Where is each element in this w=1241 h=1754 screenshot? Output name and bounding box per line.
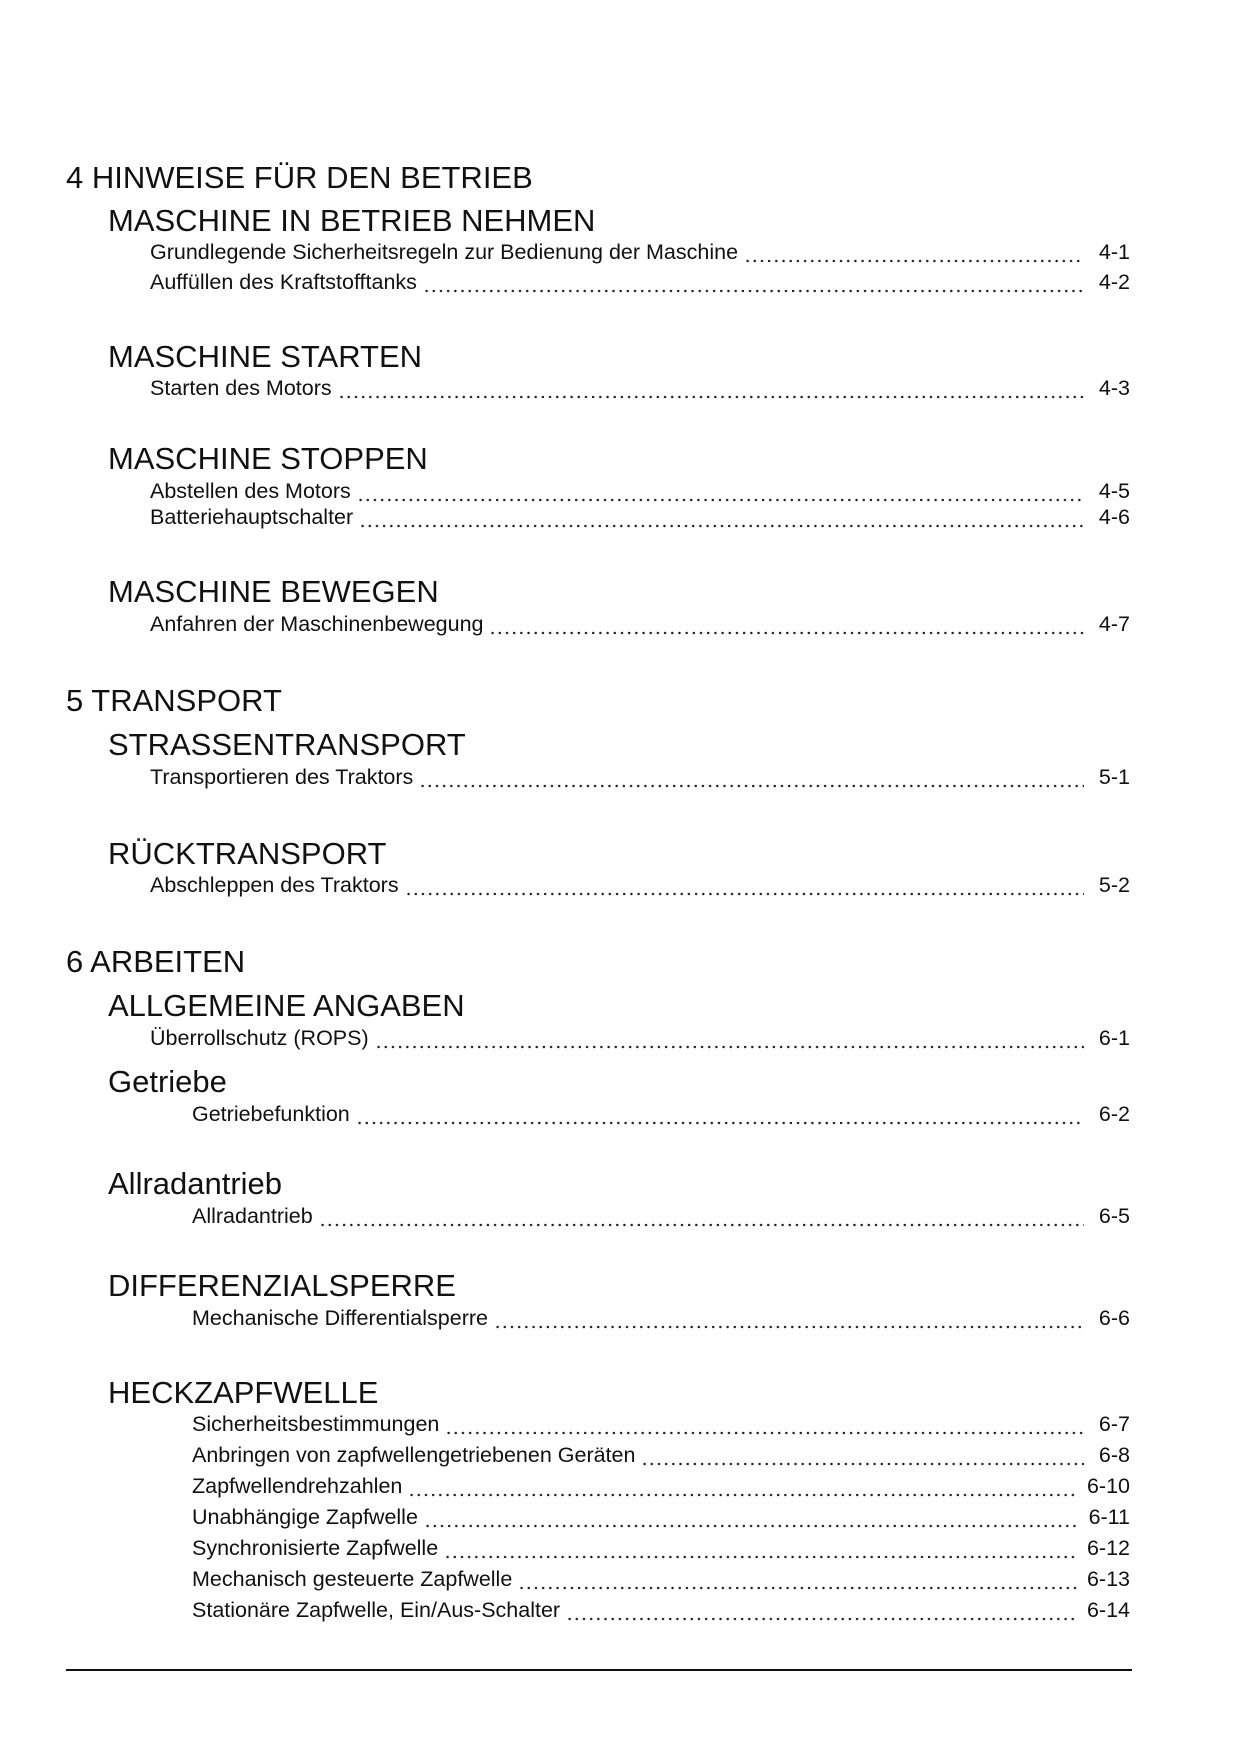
dot-leader xyxy=(744,239,1084,265)
toc-entry[interactable] xyxy=(192,1442,1130,1468)
toc-entry[interactable] xyxy=(192,1203,1130,1229)
dot-leader xyxy=(444,1535,1077,1561)
toc-entry[interactable] xyxy=(150,239,1130,265)
toc-entry[interactable] xyxy=(192,1566,1130,1592)
section-heading: HECKZAPFWELLE xyxy=(108,1375,379,1410)
toc-entry[interactable] xyxy=(150,375,1130,401)
section-heading: Allradantrieb xyxy=(108,1166,283,1201)
dot-leader xyxy=(566,1597,1077,1623)
footer-divider xyxy=(66,1669,1132,1671)
toc-entry-page: 5-2 xyxy=(1098,873,1130,897)
toc-entry[interactable] xyxy=(192,1597,1130,1623)
toc-entry-page: 4-1 xyxy=(1098,240,1130,264)
toc-entry-label: Getriebefunktion xyxy=(192,1102,350,1126)
toc-entry-page: 6-6 xyxy=(1098,1306,1130,1330)
toc-entry-page: 4-2 xyxy=(1098,270,1130,294)
toc-entry-label: Abschleppen des Traktors xyxy=(150,873,399,897)
section-heading: DIFFERENZIALSPERRE xyxy=(108,1268,456,1303)
toc-entry[interactable] xyxy=(150,764,1130,790)
toc-entry[interactable] xyxy=(150,611,1130,637)
chapter-4-heading: 4 HINWEISE FÜR DEN BETRIEB xyxy=(66,160,533,195)
toc-entry-page: 6-5 xyxy=(1098,1204,1130,1228)
toc-entry-label: Mechanisch gesteuerte Zapfwelle xyxy=(192,1567,513,1591)
toc-entry[interactable] xyxy=(192,1535,1130,1561)
toc-entry[interactable] xyxy=(192,1411,1130,1437)
dot-leader xyxy=(359,504,1084,530)
section-heading: MASCHINE IN BETRIEB NEHMEN xyxy=(108,203,596,238)
toc-entry-label: Stationäre Zapfwelle, Ein/Aus-Schalter xyxy=(192,1598,561,1622)
dot-leader xyxy=(319,1203,1084,1229)
toc-entry-label: Starten des Motors xyxy=(150,376,332,400)
toc-entry[interactable] xyxy=(150,1025,1130,1051)
toc-entry-label: Transportieren des Traktors xyxy=(150,765,414,789)
toc-entry[interactable] xyxy=(150,478,1130,504)
section-heading: Getriebe xyxy=(108,1064,227,1099)
toc-entry-page: 6-12 xyxy=(1086,1536,1130,1560)
dot-leader xyxy=(408,1473,1077,1499)
section-heading: STRASSENTRANSPORT xyxy=(108,727,466,762)
toc-entry[interactable] xyxy=(192,1101,1130,1127)
toc-entry-label: Mechanische Differentialsperre xyxy=(192,1306,488,1330)
dot-leader xyxy=(338,375,1084,401)
toc-entry-page: 6-13 xyxy=(1086,1567,1130,1591)
toc-entry-label: Anbringen von zapfwellengetriebenen Geräten xyxy=(192,1443,636,1467)
toc-entry[interactable] xyxy=(150,504,1130,530)
toc-entry-label: Unabhängige Zapfwelle xyxy=(192,1505,418,1529)
section-heading: MASCHINE STARTEN xyxy=(108,339,423,374)
dot-leader xyxy=(489,611,1084,637)
toc-entry[interactable] xyxy=(192,1504,1130,1530)
dot-leader xyxy=(518,1566,1077,1592)
toc-entry-label: Allradantrieb xyxy=(192,1204,313,1228)
toc-entry-page: 4-6 xyxy=(1098,505,1130,529)
toc-entry[interactable] xyxy=(150,872,1130,898)
toc-entry-label: Sicherheitsbestimmungen xyxy=(192,1412,440,1436)
toc-entry[interactable] xyxy=(192,1305,1130,1331)
toc-entry[interactable] xyxy=(150,269,1130,295)
toc-entry-page: 5-1 xyxy=(1098,765,1130,789)
section-heading: ALLGEMEINE ANGABEN xyxy=(108,988,465,1023)
toc-entry-label: Anfahren der Maschinenbewegung xyxy=(150,612,484,636)
dot-leader xyxy=(423,269,1084,295)
section-heading: RÜCKTRANSPORT xyxy=(108,836,387,871)
dot-leader xyxy=(356,1101,1084,1127)
toc-entry-page: 6-10 xyxy=(1086,1474,1130,1498)
toc-entry-page: 4-7 xyxy=(1098,612,1130,636)
toc-entry-label: Auffüllen des Kraftstofftanks xyxy=(150,270,417,294)
chapter-5-heading: 5 TRANSPORT xyxy=(66,683,282,718)
toc-entry-label: Zapfwellendrehzahlen xyxy=(192,1474,403,1498)
toc-entry-page: 6-1 xyxy=(1098,1026,1130,1050)
toc-entry-page: 6-8 xyxy=(1098,1443,1130,1467)
dot-leader xyxy=(494,1305,1084,1331)
toc-entry-page: 4-3 xyxy=(1098,376,1130,400)
dot-leader xyxy=(357,478,1084,504)
dot-leader xyxy=(424,1504,1079,1530)
toc-entry-page: 6-11 xyxy=(1088,1505,1130,1529)
toc-entry-page: 6-7 xyxy=(1098,1412,1130,1436)
chapter-6-heading: 6 ARBEITEN xyxy=(66,944,246,979)
toc-entry-label: Batteriehauptschalter xyxy=(150,505,354,529)
toc-entry-label: Abstellen des Motors xyxy=(150,479,351,503)
toc-entry-label: Grundlegende Sicherheitsregeln zur Bedienung der Maschine xyxy=(150,240,739,264)
toc-entry-page: 4-5 xyxy=(1098,479,1130,503)
toc-entry-label: Überrollschutz (ROPS) xyxy=(150,1026,369,1050)
section-heading: MASCHINE BEWEGEN xyxy=(108,574,439,609)
dot-leader xyxy=(445,1411,1084,1437)
toc-entry-label: Synchronisierte Zapfwelle xyxy=(192,1536,439,1560)
toc-entry-page: 6-2 xyxy=(1098,1102,1130,1126)
dot-leader xyxy=(419,764,1084,790)
section-heading: MASCHINE STOPPEN xyxy=(108,441,428,476)
dot-leader xyxy=(375,1025,1084,1051)
toc-entry-page: 6-14 xyxy=(1086,1598,1130,1622)
dot-leader xyxy=(641,1442,1084,1468)
dot-leader xyxy=(405,872,1084,898)
toc-entry[interactable] xyxy=(192,1473,1130,1499)
